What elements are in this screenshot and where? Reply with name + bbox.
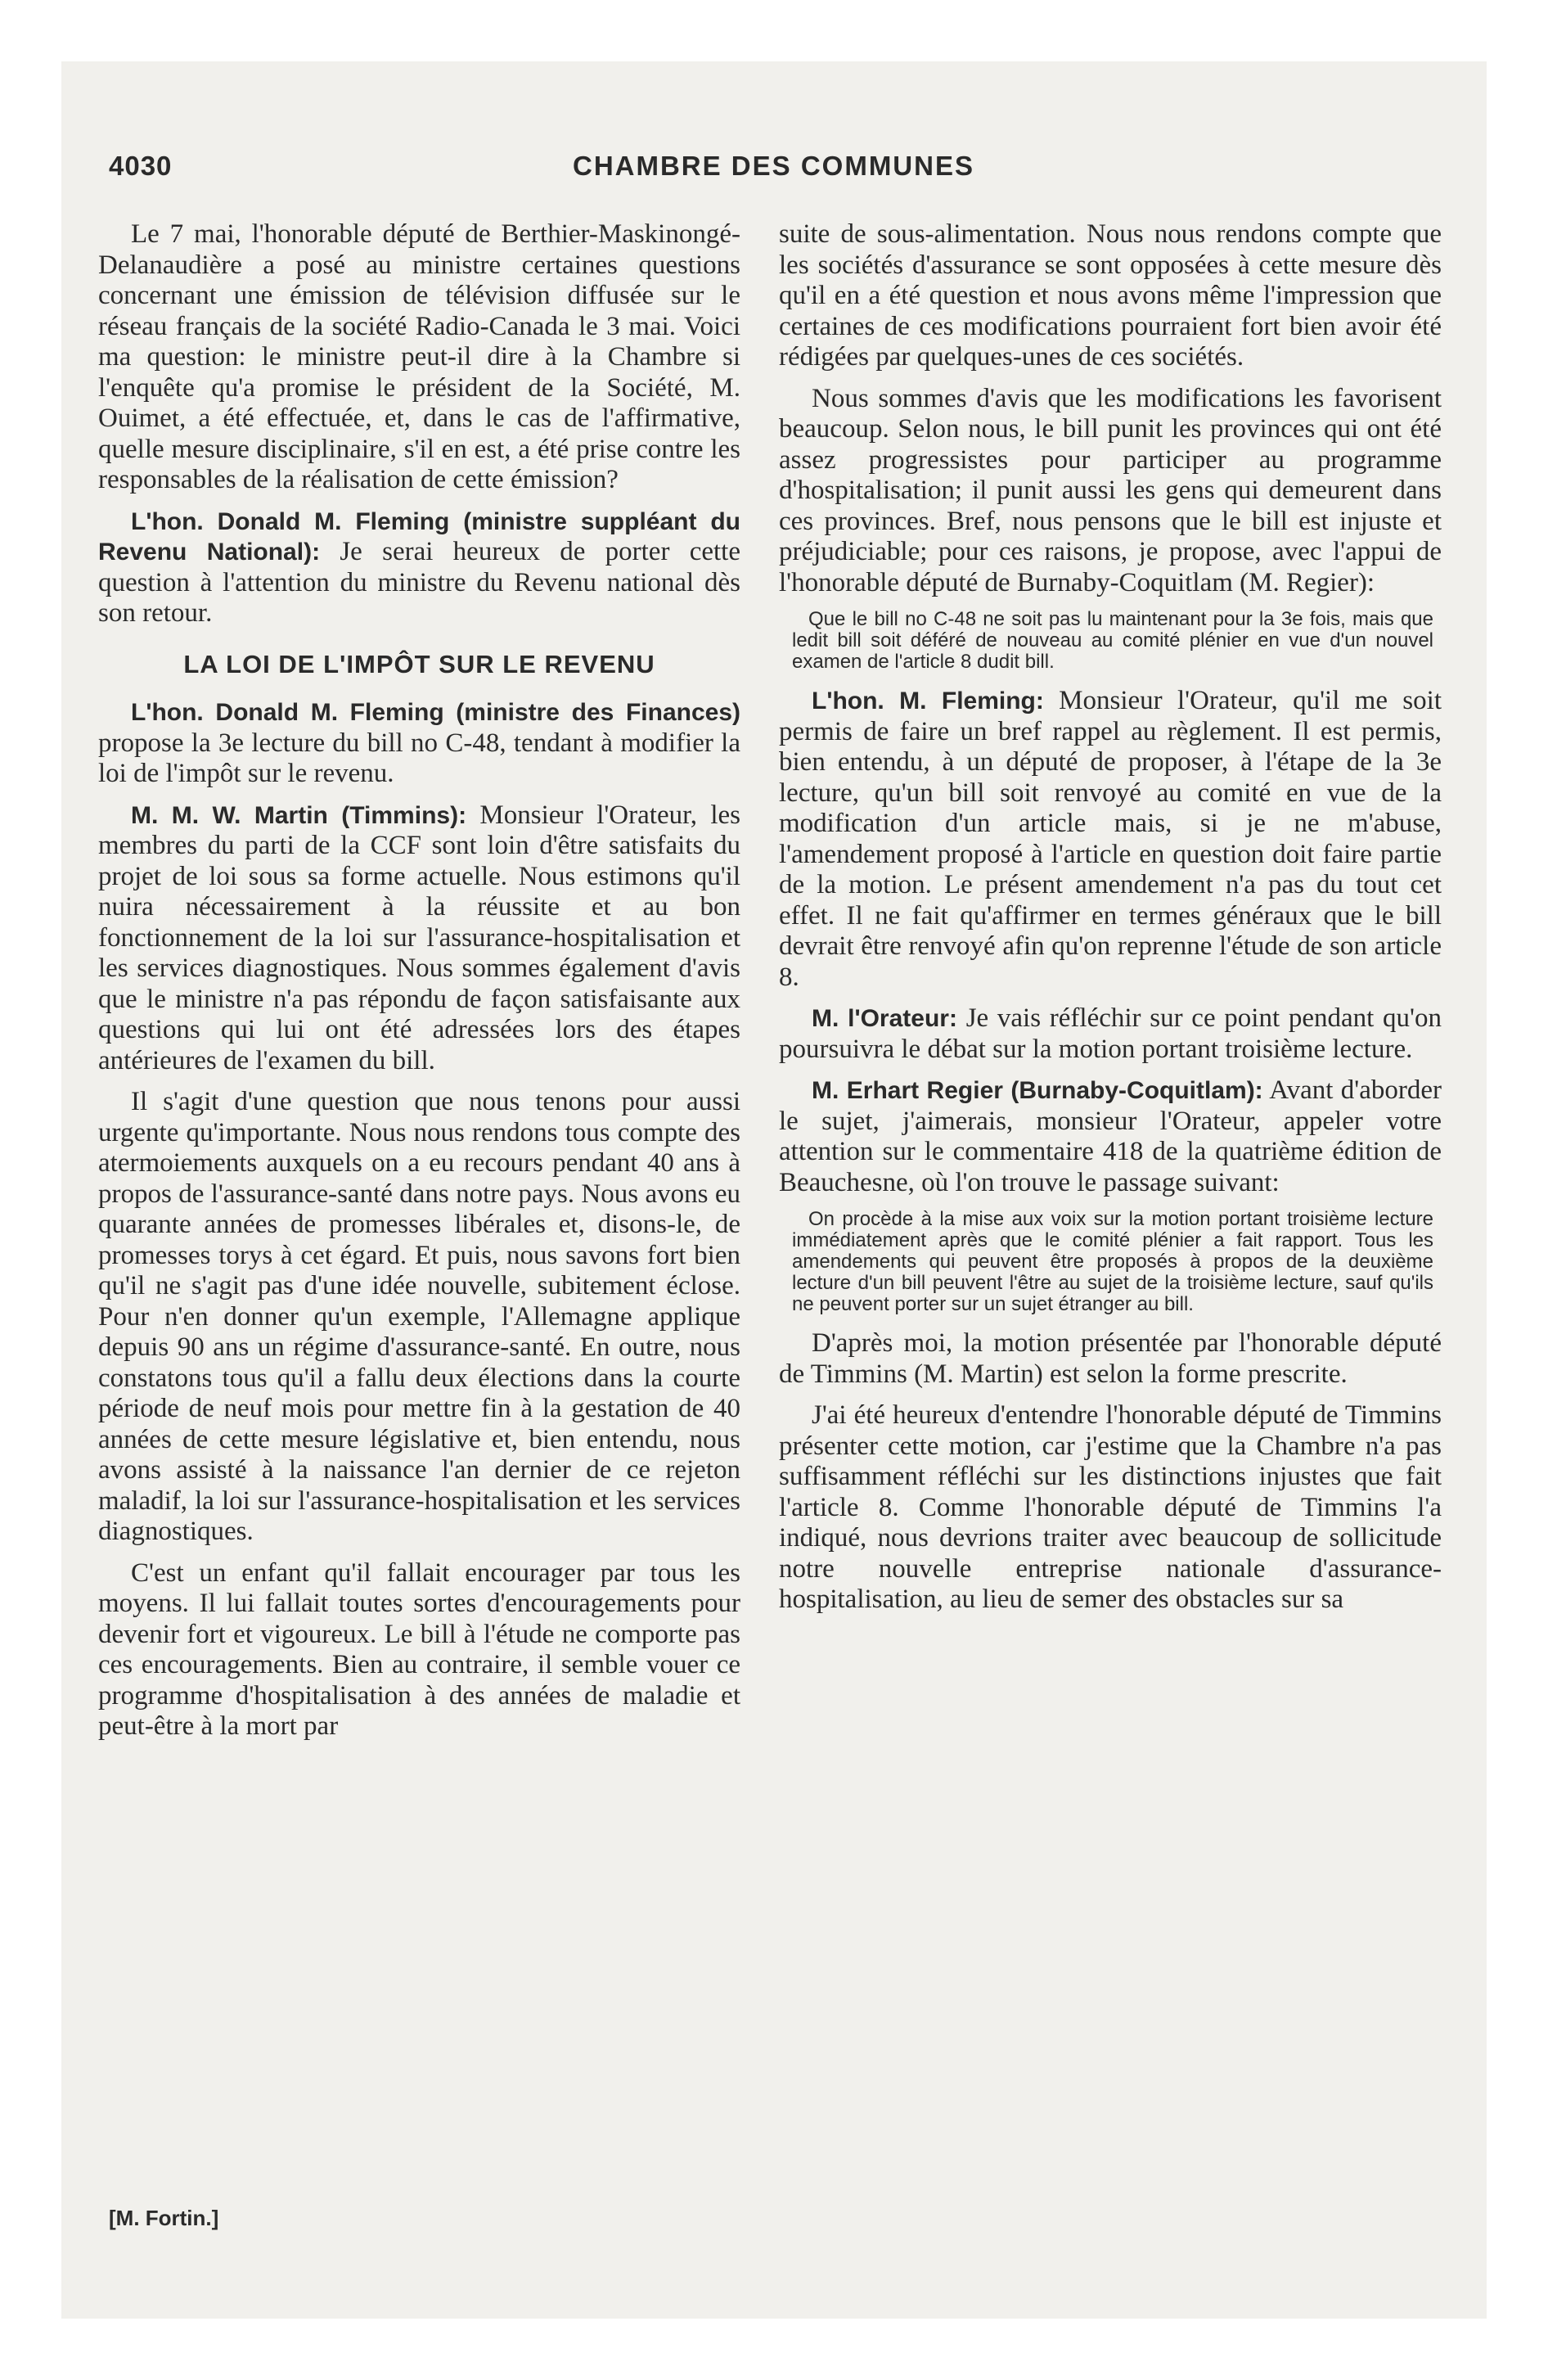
paragraph: J'ai été heureux d'entendre l'honorable député de Timmins présenter cette motion, car j'estime que la Chambre n'a pas suffisamment réfléchi sur les distinctions injustes que fait l'article 8. Comme l'honorable député de Timmins l'a indiqué, nous devrions traiter avec beaucoup de sollicitude notre nouvelle entreprise nationale d'assurance-hospitalisation, au lieu de semer des obstacles sur sa bbox=[779, 1400, 1442, 1614]
paragraph: D'après moi, la motion présentée par l'honorable député de Timmins (M. Martin) est selon la forme prescrite. bbox=[779, 1328, 1442, 1389]
speaker-name: L'hon. M. Fleming: bbox=[812, 687, 1044, 714]
speech-text: propose la 3e lecture du bill no C-48, tendant à modifier la loi de l'impôt sur le revenu. bbox=[98, 728, 740, 788]
page-signature: [M. Fortin.] bbox=[109, 2206, 219, 2230]
paragraph: Le 7 mai, l'honorable député de Berthier-Maskinongé-Delanaudière a posé au ministre certaines questions concernant une émission de télévision diffusée sur le réseau français de la société Radio-Canada le 3 mai. Voici ma question: le ministre peut-il dire à la Chambre si l'enquête qu'a promise le président de la Société, M. Ouimet, a été effectuée, et, dans le cas de l'affirmative, quelle mesure disciplinaire, s'il en est, a été prise contre les responsables de la réalisation de cette émission? bbox=[98, 219, 740, 494]
paragraph: Nous sommes d'avis que les modifications les favorisent beaucoup. Selon nous, le bill punit les provinces qui ont été assez progressistes pour participer au programme d'hospitalisation; il punit aussi les gens qui demeurent dans ces provinces. Bref, nous pensons que le bill est injuste et préjudiciable; pour ces raisons, je propose, avec l'appui de l'honorable député de Burnaby-Coquitlam (M. Regier): bbox=[779, 383, 1442, 597]
paragraph bbox=[779, 1075, 1442, 1198]
speech-text: Monsieur l'Orateur, qu'il me soit permis de faire un bref rappel au règlement. Il est permis, bien entendu, à un député de proposer, à l'étape de la 3e lecture, qu'un bill soit renvoyé au comité en vue de la modification d'un article mais, si je ne m'abuse, l'amendement proposé à l'article en question doit faire partie de la motion. Le présent amendement n'a pas du tout cet effet. Il ne fait qu'affirmer en termes généraux que le bill devrait être renvoyé afin qu'on reprenne l'étude de son article 8. bbox=[779, 686, 1442, 992]
right-column bbox=[779, 219, 1442, 1626]
speech-text: Avant d'aborder le sujet, j'aimerais, monsieur l'Orateur, appeler votre attention sur le commentaire 418 de la quatrième édition de Beauchesne, où l'on trouve le passage suivant: bbox=[779, 1075, 1442, 1197]
paragraph bbox=[98, 697, 740, 790]
left-column bbox=[98, 219, 740, 1753]
speech-text: Monsieur l'Orateur, les membres du parti de la CCF sont loin d'être satisfaits du projet de loi sous sa forme actuelle. Nous estimons qu'il nuira nécessairement à la réussite et au bon fonctionnement de la loi sur l'assurance-hospitalisation et les services diagnostiques. Nous sommes également d'avis que le ministre n'a pas répondu de façon satisfaisante aux questions qui lui ont été adressées lors des étapes antérieures de l'examen du bill. bbox=[98, 800, 740, 1075]
quote-paragraph: On procède à la mise aux voix sur la motion portant troisième lecture immédiatement après que le comité plénier a fait rapport. Tous les amendements qui peuvent être proposés à propos de la deuxième lecture d'un bill peuvent l'être au sujet de la troisième lecture, sauf qu'ils ne peuvent porter sur un sujet étranger au bill. bbox=[792, 1208, 1433, 1315]
paragraph bbox=[779, 686, 1442, 993]
running-head bbox=[109, 151, 1438, 192]
speaker-name: M. Erhart Regier (Burnaby-Coquitlam): bbox=[812, 1077, 1263, 1104]
speech-text: Je serai heureux de porter cette question à l'attention du ministre du Revenu national dès son retour. bbox=[98, 537, 740, 628]
speaker-name: L'hon. Donald M. Fleming (ministre des Finances) bbox=[131, 699, 740, 726]
paragraph: C'est un enfant qu'il fallait encourager par tous les moyens. Il lui fallait toutes sortes d'encouragements pour devenir fort et vigoureux. Le bill à l'étude ne comporte pas ces encouragements. Bien au contraire, il semble vouer ce programme d'hospitalisation à des années de maladie et peut-être à la mort par bbox=[98, 1557, 740, 1741]
motion-text bbox=[792, 609, 1433, 673]
quote-paragraph: Que le bill no C-48 ne soit pas lu maintenant pour la 3e fois, mais que ledit bill soit déféré de nouveau au comité plénier en vue d'un nouvel examen de l'article 8 dudit bill. bbox=[792, 608, 1433, 673]
paragraph: suite de sous-alimentation. Nous nous rendons compte que les sociétés d'assurance se sont opposées à cette mesure dès qu'il en a été question et nous avons même l'impression que certaines de ces modifications pourraient fort bien avoir été rédigées par quelques-unes de ces sociétés. bbox=[779, 219, 1442, 372]
speech-text: Je vais réfléchir sur ce point pendant qu'on poursuivra le débat sur la motion portant troisième lecture. bbox=[779, 1003, 1442, 1064]
speaker-name: M. l'Orateur: bbox=[812, 1005, 957, 1032]
page-number: 4030 bbox=[109, 151, 173, 181]
section-heading: LA LOI DE L'IMPÔT SUR LE REVENU bbox=[183, 649, 655, 678]
paragraph bbox=[779, 1003, 1442, 1065]
block-quote bbox=[792, 1209, 1433, 1315]
paragraph: Il s'agit d'une question que nous tenons pour aussi urgente qu'importante. Nous nous rendons tous compte des atermoiements auxquels on a eu recours pendant 40 ans à propos de l'assurance-santé dans notre pays. Nous avons eu quarante années de promesses libérales et, disons-le, de promesses torys à cet égard. Et puis, nous savons fort bien qu'il ne s'agit pas d'une idée nouvelle, subitement éclose. Pour n'en donner qu'un exemple, l'Allemagne applique depuis 90 ans un régime d'assurance-santé. En outre, nous constatons tous qu'il a fallu deux élections dans la courte période de neuf mois pour mettre fin à la gestation de 40 années de cette mesure législative et, bien entendu, nous avons assisté à la naissance l'an dernier de ce rejeton maladif, la loi sur l'assurance-hospitalisation et les services diagnostiques. bbox=[98, 1087, 740, 1546]
paragraph bbox=[98, 507, 740, 629]
speaker-name: M. M. W. Martin (Timmins): bbox=[131, 801, 467, 829]
running-title: CHAMBRE DES COMMUNES bbox=[572, 151, 974, 181]
paragraph bbox=[98, 800, 740, 1077]
speaker-name: L'hon. Donald M. Fleming (ministre suppléant du Revenu National): bbox=[98, 507, 740, 566]
